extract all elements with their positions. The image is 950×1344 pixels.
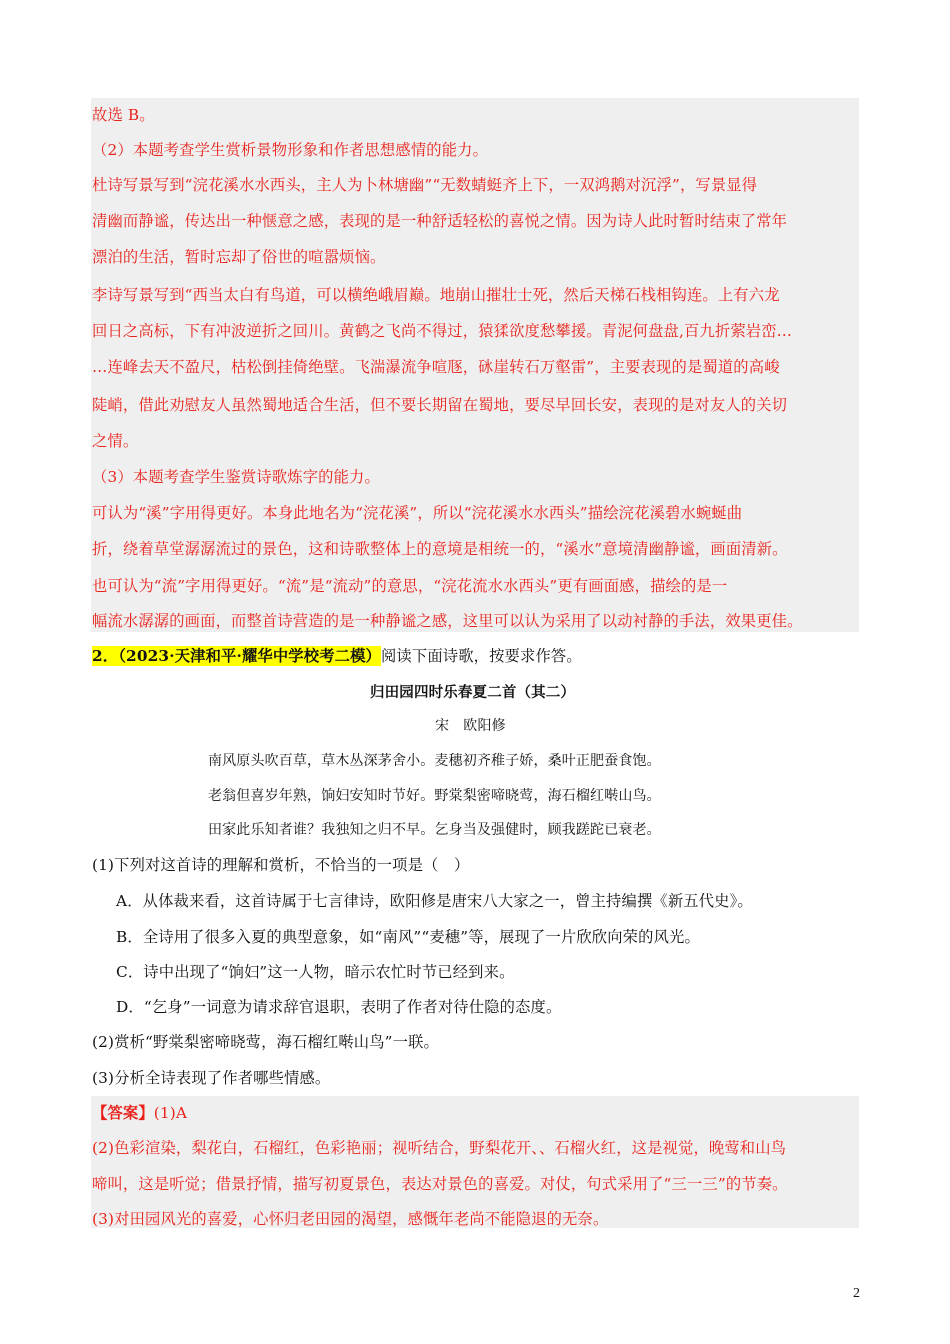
sub-question-1: (1)下列对这首诗的理解和赏析，不恰当的一项是（ ） [92,856,470,874]
poem-line: 老翁但喜岁年熟，饷妇安知时节好。野棠梨密啼晓莺，海石榴红啭山鸟。 [208,788,661,804]
question-number: 2． [92,647,119,665]
answer-line: 陡峭，借此劝慰友人虽然蜀地适合生活，但不要长期留在蜀地，要尽早回长安，表现的是对友人的关切 [92,396,788,414]
answer-line: 啼叫，这是听觉；借景抒情，描写初夏景色，表达对景色的喜爱。对仗，句式采用了“三一三”的节奏。 [92,1175,788,1193]
poem-title: 归田园四时乐春夏二首（其二） [370,685,576,701]
answer-line: 幅流水潺潺的画面，而整首诗营造的是一种静谧之感，这里可以认为采用了以动衬静的手法，效果更佳。 [92,612,803,630]
answer-line: 折，绕着草堂潺潺流过的景色，这和诗歌整体上的意境是相统一的，“溪水”意境清幽静谧，画面清新。 [92,540,788,558]
sub-question-3: (3)分析全诗表现了作者哪些情感。 [92,1069,331,1087]
answer-line: …连峰去天不盈尺，枯松倒挂倚绝壁。飞湍瀑流争喧豗，砯崖转石万壑雷”，主要表现的是蜀道的高峻 [92,358,780,376]
answer-line: 清幽而静谧，传达出一种惬意之感，表现的是一种舒适轻松的喜悦之情。因为诗人此时暂时结束了常年 [92,212,788,230]
answer-line: （2）本题考查学生赏析景物形象和作者思想感情的能力。 [92,141,489,159]
answer-line: （3）本题考查学生鉴赏诗歌炼字的能力。 [92,468,380,486]
answer-line: 杜诗写景写到“浣花溪水水西头，主人为卜林塘幽”“无数蜻蜓齐上下，一双鸿鹅对沉浮”，写景显得 [92,176,758,194]
sub-question-2: (2)赏析“野棠梨密啼晓莺，海石榴红啭山鸟”一联。 [92,1033,439,1051]
option-a: A．从体裁来看，这首诗属于七言律诗，欧阳修是唐宋八大家之一，曾主持编撰《新五代史》。 [116,892,753,910]
question-source: （2023·天津和平·耀华中学校考二模） [118,647,381,665]
question-instruction: 阅读下面诗歌，按要求作答。 [380,647,582,665]
answer-line: 回日之高标，下有冲波逆折之回川。黄鹤之飞尚不得过，猿猱欲度愁攀援。青泥何盘盘,百九折萦岩峦… [92,322,793,340]
answer-line [92,1101,187,1123]
answer-line: 也可认为“流”字用得更好。“流”是“流动”的意思，“浣花流水水西头”更有画面感，描绘的是一 [92,577,728,595]
answer-line: 漂泊的生活，暂时忘却了俗世的喧嚣烦恼。 [92,248,386,266]
answer-line: 李诗写景写到“西当太白有鸟道，可以横绝峨眉巅。地崩山摧壮士死，然后天梯石栈相钩连。上有六龙 [92,286,780,304]
question-header [92,644,582,666]
poem-line: 田家此乐知者谁？我独知之归不早。乞身当及强健时，顾我蹉跎已衰老。 [208,822,661,838]
answer-1: (1)A [153,1104,188,1122]
answer-line: (3)对田园风光的喜爱，心怀归老田园的渴望，感慨年老尚不能隐退的无奈。 [92,1210,609,1228]
answer-line: 故选 B。 [92,106,155,124]
answer-line: (2)色彩渲染，梨花白，石榴红，色彩艳丽；视听结合，野梨花开、、石榴火红，这是视觉，晚莺和山鸟 [92,1139,787,1157]
poem-author: 宋 欧阳修 [435,718,506,734]
poem-line: 南风原头吹百草，草木丛深茅舍小。麦穗初齐稚子娇，桑叶正肥蚕食饱。 [208,753,661,769]
answer-label: 【答案】 [92,1104,154,1122]
answer-line: 之情。 [92,432,139,450]
page-number: 2 [853,1286,860,1301]
option-c: C．诗中出现了“饷妇”这一人物，暗示农忙时节已经到来。 [116,963,515,981]
answer-line: 可认为“溪”字用得更好。本身此地名为“浣花溪”，所以“浣花溪水水西头”描绘浣花溪碧水蜿蜒曲 [92,504,743,522]
option-d: D．“乞身”一词意为请求辞官退职，表明了作者对待仕隐的态度。 [116,998,562,1016]
option-b: B．全诗用了很多入夏的典型意象，如“南风”“麦穗”等，展现了一片欣欣向荣的风光。 [116,928,700,946]
